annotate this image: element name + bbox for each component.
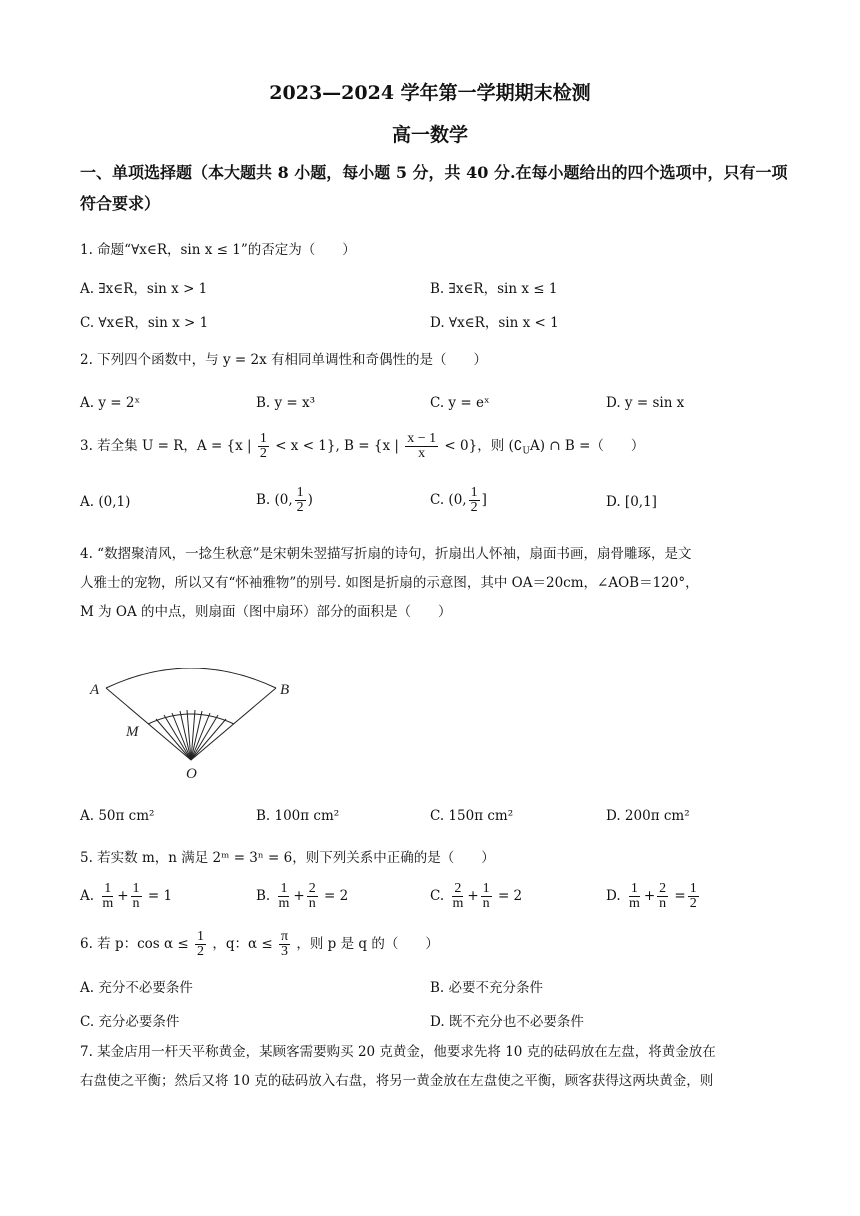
q3-c-fraction: [469, 486, 480, 515]
frac: [277, 882, 292, 911]
question-6-option-a: A. 充分不必要条件: [80, 980, 193, 996]
label-o: O: [186, 766, 197, 782]
frac-num: 1: [482, 881, 490, 896]
frac-den: x: [418, 446, 426, 461]
label-a: A: [90, 682, 100, 698]
frac-den: 2: [259, 446, 267, 461]
q7-line: 7. 某金店用一杆天平称黄金，某顾客需要购买 20 克黄金，他要求先将 10 克的砝码放在左盘，将黄金放在: [80, 1044, 716, 1060]
complement-subscript: U: [522, 446, 530, 457]
frac-den: n: [482, 896, 490, 911]
frac: [481, 882, 492, 911]
exam-title: 2023—2024 学年第一学期期末检测: [269, 82, 591, 104]
option-label: D.: [606, 888, 621, 904]
frac-den: 3: [281, 944, 289, 959]
question-2-option-c: C. y = eˣ: [430, 395, 490, 411]
frac-num: x − 1: [407, 431, 437, 446]
q3-stem-part: < 0}，则 (∁: [444, 438, 523, 454]
question-1-option-a: A. ∃x∈R，sin x > 1: [80, 281, 208, 297]
frac-num: 1: [470, 485, 478, 500]
q3-stem-part: < x < 1}, B = {x |: [275, 438, 399, 454]
frac-num: 2: [454, 881, 462, 896]
frac-den: 2: [689, 896, 697, 911]
question-4-option-d: D. 200π cm²: [606, 808, 690, 824]
q4-line: 4. “数摺聚清风，一捻生秋意”是宋朝朱翌描写折扇的诗句，折扇出人怀袖，扇面书画，扇骨雕琢，是文: [80, 546, 692, 562]
rhs: = 1: [147, 888, 173, 904]
frac-den: m: [628, 896, 640, 911]
exam-subtitle: 高一数学: [391, 124, 468, 146]
outer-arc: [106, 668, 276, 688]
frac-den: 2: [296, 500, 304, 515]
q6-stem-part: ，q：α ≤: [212, 936, 273, 952]
q3-half-fraction: [258, 432, 269, 461]
q6-stem-part: ，则 p 是 q 的（ ）: [296, 936, 439, 952]
q3-stem-part: 3. 若全集 U = R，A = {x |: [80, 438, 252, 454]
frac-num: 1: [132, 881, 140, 896]
question-4-option-a: A. 50π cm²: [80, 808, 155, 824]
frac-den: m: [452, 896, 464, 911]
frac: [100, 882, 115, 911]
question-1-stem: 1. 命题“∀x∈R，sin x ≤ 1”的否定为（ ）: [80, 242, 356, 258]
option-label: B.: [256, 888, 271, 904]
option-label: C.: [430, 888, 445, 904]
frac-num: 2: [659, 881, 667, 896]
frac-num: π: [281, 929, 289, 944]
label-m: M: [126, 724, 139, 740]
question-3-option-d: D. [0,1]: [606, 494, 657, 510]
rhs: = 2: [324, 888, 349, 904]
question-2-option-a: A. y = 2ˣ: [80, 395, 141, 411]
option-label: A.: [80, 888, 95, 904]
question-5-option-b: B. $\frac{1}{m}$ + $\frac{2}{n}$ = 2: [256, 881, 349, 911]
question-3-option-a: A. (0,1): [80, 494, 131, 510]
q3-c-part: C. (0,: [430, 492, 467, 508]
frac-num: 2: [308, 881, 316, 896]
q3-c-part: ]: [481, 492, 487, 508]
frac: [627, 882, 642, 911]
frac-num: 1: [197, 929, 205, 944]
q3-b-part: ): [307, 492, 313, 508]
section-heading: 一、单项选择题（本大题共 8 小题，每小题 5 分，共 40 分.在每小题给出的四个选项中，只有一项符合要求）: [80, 163, 788, 213]
question-6-option-d: D. 既不充分也不必要条件: [430, 1014, 584, 1030]
frac: [279, 930, 290, 959]
question-6-option-b: B. 必要不充分条件: [430, 980, 544, 996]
question-5-option-a: A. $\frac{1}{m}$ + $\frac{1}{n}$ = 1: [80, 881, 173, 911]
question-5-option-c: C. $\frac{2}{m}$ + $\frac{1}{n}$ = 2: [430, 881, 523, 911]
q7-line: 右盘使之平衡；然后又将 10 克的砝码放入右盘，将另一黄金放在左盘使之平衡，顾客获得这两块黄金，则: [80, 1073, 714, 1089]
question-4-option-c: C. 150π cm²: [430, 808, 514, 824]
frac-den: n: [132, 896, 140, 911]
frac: [688, 882, 699, 911]
q4-line: M 为 OA 的中点，则扇面（图中扇环）部分的面积是（ ）: [80, 604, 452, 620]
question-3-option-c: [430, 486, 487, 515]
frac: [195, 930, 206, 959]
question-3-option-b: [256, 486, 313, 515]
frac: [450, 882, 465, 911]
question-5-option-d: D. $\frac{1}{m}$ + $\frac{2}{n}$ = $\frac{1}{2}$: [606, 881, 697, 911]
frac-num: 1: [280, 881, 288, 896]
frac-den: 2: [197, 944, 205, 959]
frac-num: 1: [689, 881, 697, 896]
frac: [657, 882, 668, 911]
q3-b-fraction: [295, 486, 306, 515]
frac-den: n: [308, 896, 316, 911]
q3-stem-part: A) ∩ B =（ ）: [529, 438, 645, 454]
frac: [307, 882, 318, 911]
question-7-stem: [80, 1038, 786, 1096]
q4-line: 人雅士的宠物，所以又有“怀袖雅物”的别号. 如图是折扇的示意图，其中 OA＝20cm，∠AOB＝120°，: [80, 575, 699, 591]
question-4-stem: [80, 540, 786, 627]
question-5-stem: 5. 若实数 m，n 满足 2ᵐ = 3ⁿ = 6，则下列关系中正确的是（ ）: [80, 850, 495, 866]
frac-num: 1: [630, 881, 638, 896]
question-4-option-b: B. 100π cm²: [256, 808, 340, 824]
question-2-stem: 2. 下列四个函数中，与 y = 2x 有相同单调性和奇偶性的是（ ）: [80, 352, 487, 368]
question-1-option-c: C. ∀x∈R，sin x > 1: [80, 315, 209, 331]
question-2-option-b: B. y = x³: [256, 395, 316, 411]
q3-b-part: B. (0,: [256, 492, 293, 508]
frac-den: m: [102, 896, 114, 911]
q6-stem-part: 6. 若 p：cos α ≤: [80, 936, 189, 952]
question-2-option-d: D. y = sin x: [606, 395, 685, 411]
question-3-stem: [80, 432, 644, 461]
question-6-stem: [80, 930, 439, 959]
frac-num: 1: [296, 485, 304, 500]
label-b: B: [280, 682, 290, 698]
q3-x-fraction: [405, 432, 438, 461]
question-1-option-d: D. ∀x∈R，sin x < 1: [430, 315, 559, 331]
frac-num: 1: [259, 431, 267, 446]
frac-den: m: [278, 896, 290, 911]
question-1-option-b: B. ∃x∈R，sin x ≤ 1: [430, 281, 558, 297]
frac-den: n: [659, 896, 667, 911]
frac: [131, 882, 142, 911]
rhs: = 2: [497, 888, 523, 904]
frac-num: 1: [104, 881, 112, 896]
frac-den: 2: [470, 500, 478, 515]
fan-figure: [86, 668, 306, 783]
inner-arc: [148, 714, 234, 724]
question-6-option-c: C. 充分必要条件: [80, 1014, 180, 1030]
